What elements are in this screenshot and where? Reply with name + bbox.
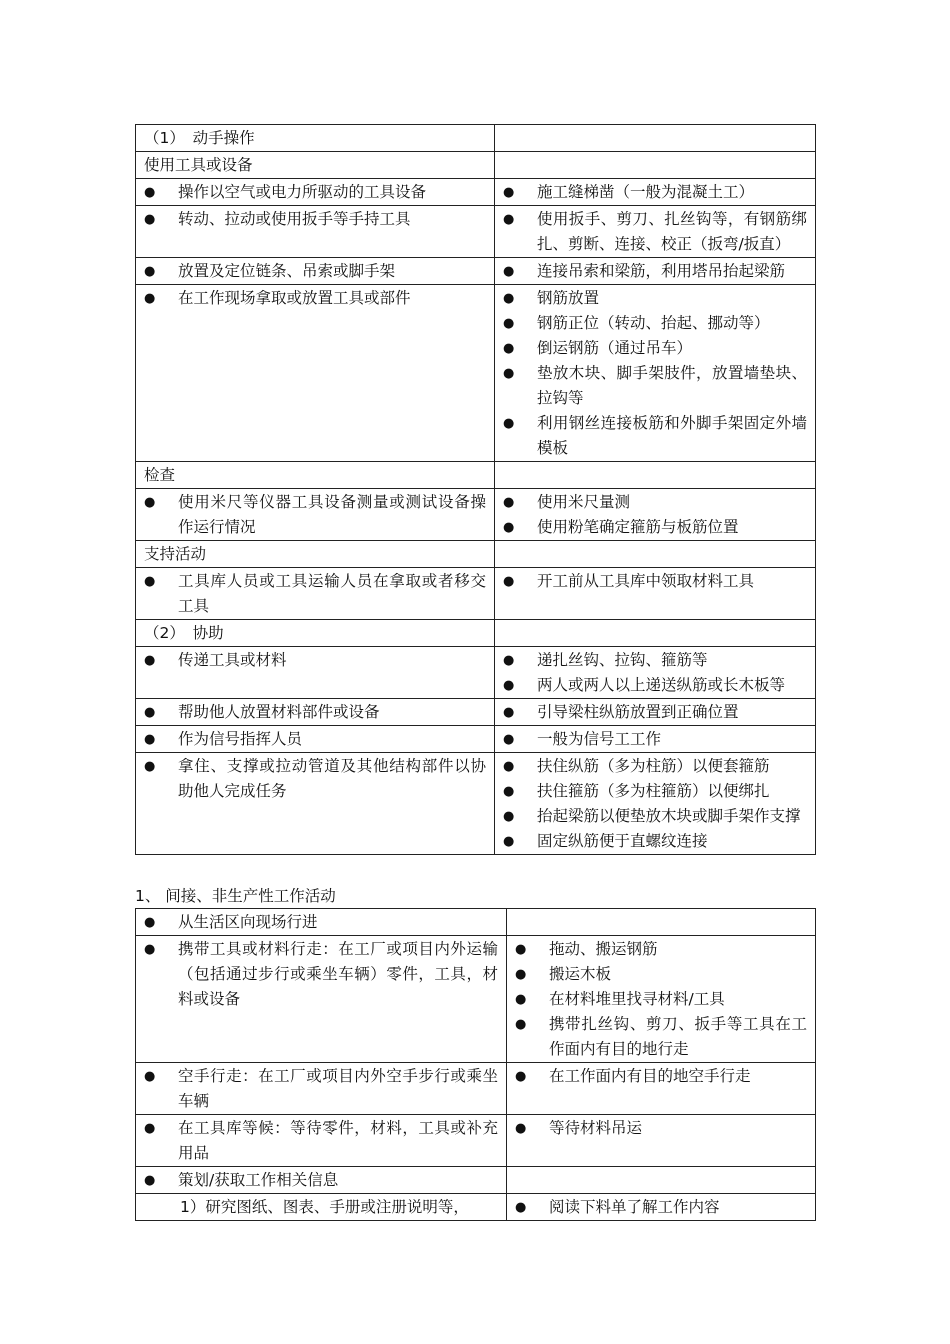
activity-list xyxy=(144,727,486,752)
example-cell xyxy=(495,152,816,179)
example-list xyxy=(503,286,807,461)
list-item: ● 引导梁柱纵筋放置到正确位置 xyxy=(503,700,807,725)
example-list xyxy=(503,648,807,698)
activity-list xyxy=(144,754,486,804)
list-item: ● 在工具库等候：等待零件，材料，工具或补充用品 xyxy=(144,1116,498,1166)
table-row xyxy=(136,1063,816,1115)
example-cell xyxy=(495,753,816,855)
list-item: ● 作为信号指挥人员 xyxy=(144,727,486,752)
list-item: ● 搬运木板 xyxy=(515,962,807,987)
activity-list xyxy=(144,286,486,311)
list-item: ● 携带扎丝钩、剪刀、扳手等工具在工作面内有目的地行走 xyxy=(515,1012,807,1062)
example-cell xyxy=(495,285,816,462)
list-item: ● 递扎丝钩、拉钩、箍筋等 xyxy=(503,648,807,673)
example-list xyxy=(503,727,807,752)
category-label: （2） 协助 xyxy=(144,624,224,642)
example-list xyxy=(503,207,807,257)
example-cell xyxy=(495,258,816,285)
activity-cell xyxy=(136,206,495,258)
activity-list xyxy=(144,207,486,232)
example-cell xyxy=(507,1115,816,1167)
list-item: ● 倒运钢筋（通过吊车） xyxy=(503,336,807,361)
example-cell xyxy=(495,179,816,206)
list-item: ● 扶住箍筋（多为柱箍筋）以便绑扎 xyxy=(503,779,807,804)
table-row xyxy=(136,1167,816,1194)
list-item: ● 连接吊索和梁筋，利用塔吊抬起梁筋 xyxy=(503,259,807,284)
list-item: ● 在工作面内有目的地空手行走 xyxy=(515,1064,807,1089)
table-row xyxy=(136,489,816,541)
category-label: 支持活动 xyxy=(144,545,207,563)
example-list xyxy=(515,1195,807,1220)
list-item: ● 从生活区向现场行进 xyxy=(144,910,498,935)
example-cell xyxy=(495,206,816,258)
activity-list xyxy=(144,1116,498,1166)
example-cell xyxy=(495,541,816,568)
example-list xyxy=(503,490,807,540)
activity-list xyxy=(144,937,498,1012)
example-list xyxy=(503,259,807,284)
activity-cell xyxy=(136,125,495,152)
example-list xyxy=(503,754,807,854)
section-title: 1、 间接、非生产性工作活动 xyxy=(135,887,336,905)
list-item: ● 转动、拉动或使用扳手等手持工具 xyxy=(144,207,486,232)
table-row xyxy=(136,152,816,179)
example-list xyxy=(515,1116,807,1141)
sub-activity-label: 1）研究图纸、图表、手册或注册说明等， xyxy=(180,1198,469,1216)
list-item: ● 放置及定位链条、吊索或脚手架 xyxy=(144,259,486,284)
example-cell xyxy=(495,620,816,647)
list-item: ● 在材料堆里找寻材料/工具 xyxy=(515,987,807,1012)
activity-cell xyxy=(136,1063,507,1115)
example-cell xyxy=(507,1194,816,1221)
example-cell xyxy=(495,699,816,726)
example-list xyxy=(503,569,807,594)
example-cell xyxy=(507,909,816,936)
table-row xyxy=(136,909,816,936)
activity-cell xyxy=(136,1167,507,1194)
activity-cell xyxy=(136,541,495,568)
activity-cell xyxy=(136,462,495,489)
example-list xyxy=(503,180,807,205)
list-item: ● 工具库人员或工具运输人员在拿取或者移交工具 xyxy=(144,569,486,619)
table-row xyxy=(136,1115,816,1167)
list-item: ● 操作以空气或电力所驱动的工具设备 xyxy=(144,180,486,205)
activity-list xyxy=(144,259,486,284)
list-item: ● 策划/获取工作相关信息 xyxy=(144,1168,498,1193)
activity-cell xyxy=(136,1115,507,1167)
list-item: ● 等待材料吊运 xyxy=(515,1116,807,1141)
example-cell xyxy=(507,1063,816,1115)
table-row xyxy=(136,258,816,285)
list-item: ● 扶住纵筋（多为柱筋）以便套箍筋 xyxy=(503,754,807,779)
list-item: ● 使用粉笔确定箍筋与板筋位置 xyxy=(503,515,807,540)
example-cell xyxy=(495,462,816,489)
list-item: ● 携带工具或材料行走：在工厂或项目内外运输（包括通过步行或乘坐车辆）零件，工具，材料或设备 xyxy=(144,937,498,1012)
activity-cell xyxy=(136,258,495,285)
activity-cell xyxy=(136,179,495,206)
list-item: ● 一般为信号工工作 xyxy=(503,727,807,752)
list-item: ● 开工前从工具库中领取材料工具 xyxy=(503,569,807,594)
list-item: ● 使用米尺等仪器工具设备测量或测试设备操作运行情况 xyxy=(144,490,486,540)
list-item: ● 帮助他人放置材料部件或设备 xyxy=(144,700,486,725)
table-row xyxy=(136,620,816,647)
table-row xyxy=(136,936,816,1063)
example-list xyxy=(503,700,807,725)
list-item: ● 施工缝梯凿（一般为混凝土工） xyxy=(503,180,807,205)
activity-list xyxy=(144,700,486,725)
list-item: ● 拖动、搬运钢筋 xyxy=(515,937,807,962)
table-row xyxy=(136,568,816,620)
table-row xyxy=(136,206,816,258)
table-row xyxy=(136,179,816,206)
category-label: 使用工具或设备 xyxy=(144,156,253,174)
activity-list xyxy=(144,490,486,540)
list-item: ● 利用钢丝连接板筋和外脚手架固定外墙模板 xyxy=(503,411,807,461)
activity-cell xyxy=(136,909,507,936)
activity-cell xyxy=(136,285,495,462)
table-row xyxy=(136,541,816,568)
list-item: ● 传递工具或材料 xyxy=(144,648,486,673)
table-row xyxy=(136,753,816,855)
activity-cell xyxy=(136,152,495,179)
activity-table-direct xyxy=(135,124,816,855)
example-cell xyxy=(495,647,816,699)
activity-cell xyxy=(136,1194,507,1221)
list-item: ● 空手行走：在工厂或项目内外空手步行或乘坐车辆 xyxy=(144,1064,498,1114)
list-item: ● 拿住、支撑或拉动管道及其他结构部件以协助他人完成任务 xyxy=(144,754,486,804)
activity-cell xyxy=(136,489,495,541)
list-item: ● 使用扳手、剪刀、扎丝钩等，有钢筋绑扎、剪断、连接、校正（扳弯/扳直） xyxy=(503,207,807,257)
table-row xyxy=(136,699,816,726)
list-item: ● 垫放木块、脚手架肢件，放置墙垫块、拉钩等 xyxy=(503,361,807,411)
example-cell xyxy=(495,489,816,541)
example-cell xyxy=(507,1167,816,1194)
list-item: ● 在工作现场拿取或放置工具或部件 xyxy=(144,286,486,311)
activity-list xyxy=(144,569,486,619)
list-item: ● 固定纵筋便于直螺纹连接 xyxy=(503,829,807,854)
activity-list xyxy=(144,648,486,673)
activity-cell xyxy=(136,568,495,620)
list-item: ● 阅读下料单了解工作内容 xyxy=(515,1195,807,1220)
category-label: （1） 动手操作 xyxy=(144,129,255,147)
activity-cell xyxy=(136,936,507,1063)
table-row xyxy=(136,647,816,699)
table-row xyxy=(136,285,816,462)
table-row xyxy=(136,726,816,753)
example-cell xyxy=(507,936,816,1063)
table-row xyxy=(136,462,816,489)
example-list xyxy=(515,937,807,1062)
example-cell xyxy=(495,568,816,620)
activity-cell xyxy=(136,726,495,753)
activity-list xyxy=(144,180,486,205)
activity-cell xyxy=(136,699,495,726)
list-item: ● 钢筋放置 xyxy=(503,286,807,311)
list-item: ● 两人或两人以上递送纵筋或长木板等 xyxy=(503,673,807,698)
list-item: ● 使用米尺量测 xyxy=(503,490,807,515)
example-list xyxy=(515,1064,807,1089)
category-label: 检查 xyxy=(144,466,176,484)
example-cell xyxy=(495,125,816,152)
activity-list xyxy=(144,910,498,935)
activity-list xyxy=(144,1168,498,1193)
activity-list xyxy=(144,1064,498,1114)
activity-cell xyxy=(136,620,495,647)
activity-table-indirect xyxy=(135,908,816,1221)
activity-cell xyxy=(136,647,495,699)
table-row xyxy=(136,125,816,152)
list-item: ● 钢筋正位（转动、抬起、挪动等） xyxy=(503,311,807,336)
list-item: ● 抬起梁筋以便垫放木块或脚手架作支撑 xyxy=(503,804,807,829)
table-row xyxy=(136,1194,816,1221)
activity-cell xyxy=(136,753,495,855)
example-cell xyxy=(495,726,816,753)
